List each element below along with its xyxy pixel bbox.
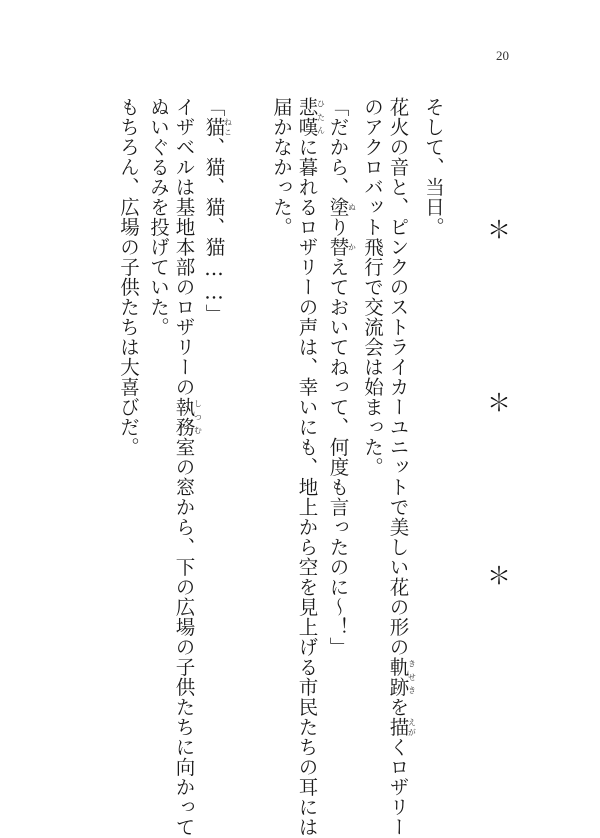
text-column: 悲嘆ひたんに暮れるロザリーの声は、幸いにも、地上から空を見上げる市民たちの耳には xyxy=(295,97,326,837)
text-column: 花火の音と、ピンクのストライカーユニットで美しい花の形の軌跡きせきを描えがくロザリー xyxy=(386,97,417,837)
text-column: のアクロバット飛行で交流会は始まった。 xyxy=(361,97,384,477)
ruby-annotation: 軌跡きせき xyxy=(386,657,417,697)
text-column: そして、当日。 xyxy=(422,97,445,237)
ruby-annotation: 塗ぬ xyxy=(326,197,357,217)
text-column: 「だから、塗ぬり替かえておいてねって、何度も言ったのに～！」 xyxy=(326,97,357,657)
text-column: 「猫ねこ、猫、猫、猫……」 xyxy=(202,97,233,324)
scene-break-asterisk: ＊ xyxy=(487,562,511,590)
ruby-annotation: 替か xyxy=(326,237,357,257)
scene-break-asterisk: ＊ xyxy=(487,389,511,417)
scene-break-asterisk: ＊ xyxy=(487,216,511,244)
text-column: ぬいぐるみを投げていた。 xyxy=(147,97,170,337)
ruby-annotation: 悲嘆ひたん xyxy=(295,97,326,137)
ruby-annotation: 猫ねこ xyxy=(202,117,233,137)
ruby-annotation: 描えが xyxy=(386,717,417,737)
ruby-annotation: 執務しつむ xyxy=(172,397,203,437)
text-column: もちろん、広場の子供たちは大喜びだ。 xyxy=(117,97,140,457)
text-column: 届かなかった。 xyxy=(270,97,293,237)
text-column: イザベルは基地本部のロザリーの執務しつむ室の窓から、下の広場の子供たちに向かって xyxy=(172,97,203,837)
page-number: 20 xyxy=(496,48,509,63)
